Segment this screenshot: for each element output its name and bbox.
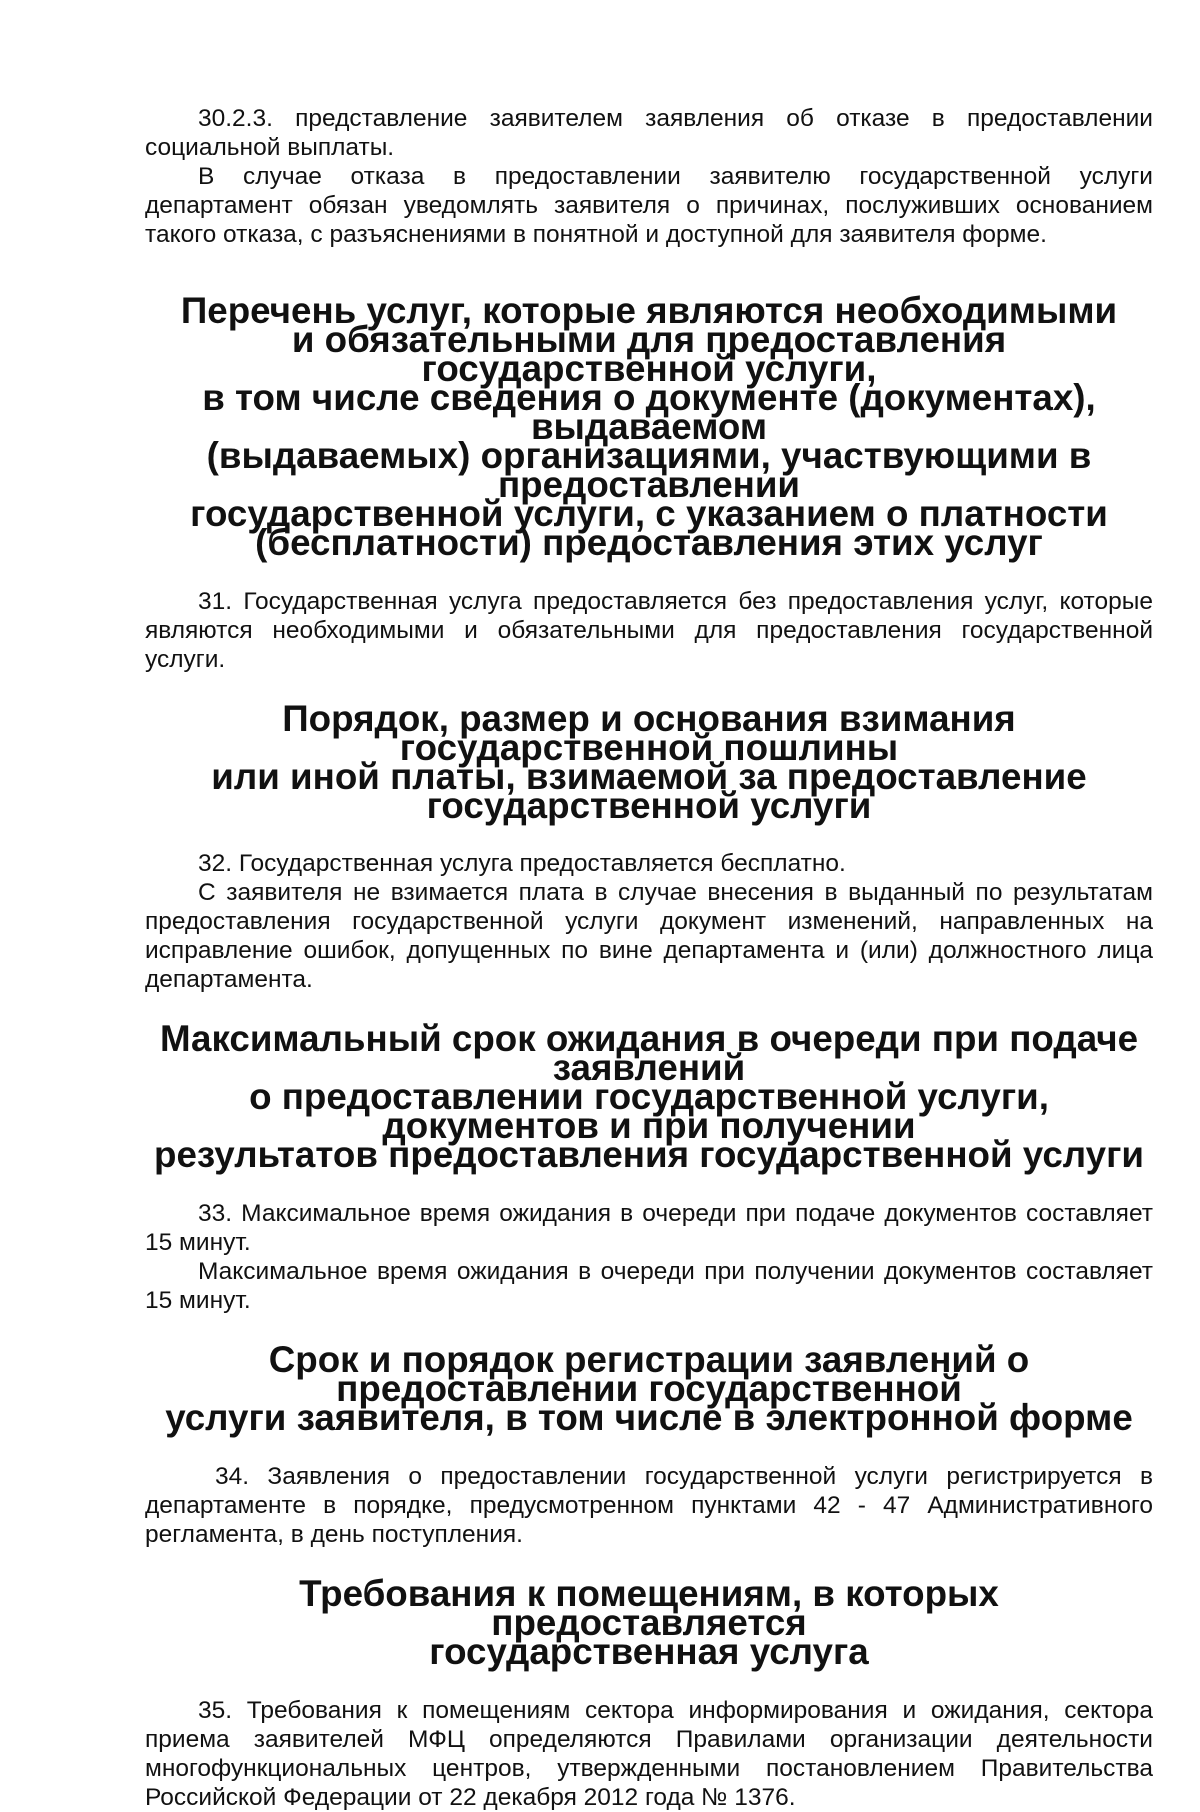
paragraph-30-2-3: 30.2.3. представление заявителем заявления об отказе в предоставлении социальной выплаты. [145,105,1153,161]
heading-line: результатов предоставления государственной услуги [154,1134,1144,1175]
heading-line: (бесплатности) предоставления этих услуг [255,522,1043,563]
paragraph-35: 35. Требования к помещениям сектора информирования и ожидания, сектора приема заявителей МФЦ определяются Правилами организации деятельности многофункциональных центров, утвержденными постановлением Правительства Российской Федерации от 22 декабря 2012 года № 1376. [145,1697,1153,1811]
document-page [145,104,1153,1812]
heading-registration [145,1339,1153,1438]
paragraph-no-fee-corrections: С заявителя не взимается плата в случае внесения в выданный по результатам предоставления государственной услуги документ изменений, направленных на исправление ошибок, допущенных по вине департамента и (или) должностного лица департамента. [145,879,1153,993]
heading-line: в том числе сведения о документе (документах), выдаваемом [202,377,1096,447]
heading-line: Срок и порядок регистрации заявлений о предоставлении государственной [268,1339,1030,1409]
paragraph-32: 32. Государственная услуга предоставляется бесплатно. [198,850,846,877]
heading-line: Перечень услуг, которые являются необходимыми [180,290,1118,331]
heading-required-services [145,290,1153,563]
heading-line: и обязательными для предоставления государственной услуги, [291,319,1007,389]
paragraph-31: 31. Государственная услуга предоставляется без предоставления услуг, которые являются необходимыми и обязательными для предоставления государственной услуги. [145,588,1153,673]
paragraph-33: 33. Максимальное время ожидания в очереди при подаче документов составляет 15 минут. [145,1200,1153,1256]
heading-line: государственная услуга [429,1631,869,1672]
heading-premises-requirements [145,1573,1153,1672]
heading-line: Максимальный срок ожидания в очереди при подаче заявлений [159,1018,1139,1088]
heading-line: о предоставлении государственной услуги, документов и при получении [249,1076,1049,1146]
paragraph-wait-on-receipt: Максимальное время ожидания в очереди при получении документов составляет 15 минут. [145,1258,1153,1314]
heading-line: Порядок, размер и основания взимания государственной пошлины [282,698,1016,768]
paragraph-refusal-notice: В случае отказа в предоставлении заявителю государственной услуги департамент обязан уведомлять заявителя о причинах, послуживших основанием такого отказа, с разъяснениями в понятной и доступной для заявителя форме. [145,163,1153,248]
heading-line: услуги заявителя, в том числе в электронной форме [165,1397,1133,1438]
heading-line: государственной услуги, с указанием о платности [190,493,1108,534]
paragraph-34: 34. Заявления о предоставлении государственной услуги регистрируется в департаменте в порядке, предусмотренном пунктами 42 - 47 Административного регламента, в день поступления. [145,1463,1153,1548]
heading-line: (выдаваемых) организациями, участвующими в предоставлении [206,435,1092,505]
heading-line: государственной услуги [426,785,872,826]
heading-line: или иной платы, взимаемой за предоставление [211,756,1087,797]
heading-max-wait-time [145,1018,1153,1175]
heading-line: Требования к помещениям, в которых предоставляется [299,1573,999,1643]
heading-fee-procedure [145,698,1153,826]
